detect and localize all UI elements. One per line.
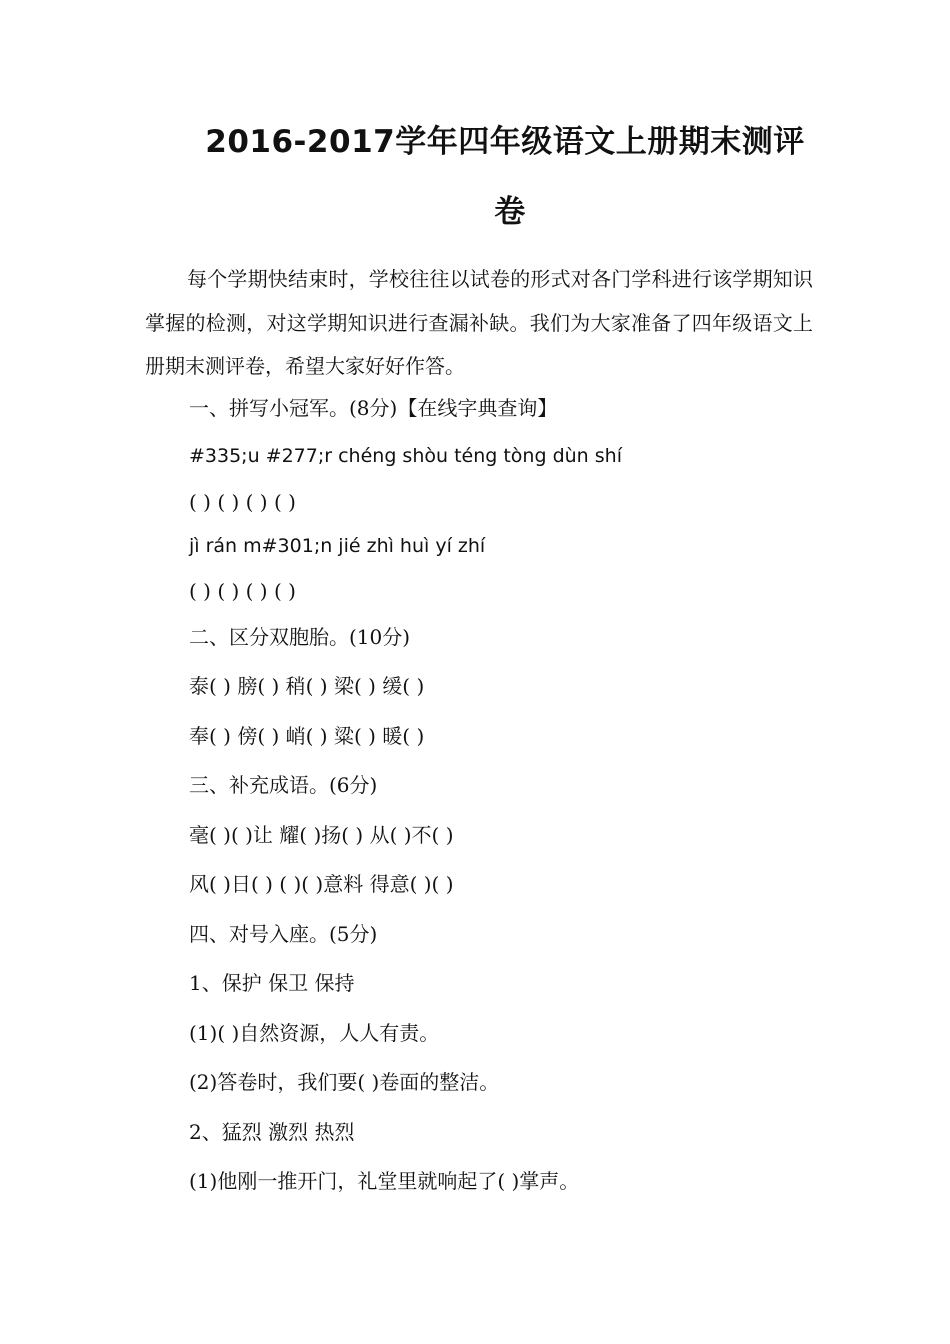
pinyin-row-1: #335;u #277;r chéng shòu téng tòng dùn shí: [189, 445, 622, 467]
document-title-line-1: 2016-2017学年四年级语文上册期末测评: [205, 124, 805, 160]
section-1-heading: 一、拼写小冠军。(8分)【在线字典查询】: [189, 396, 558, 420]
section-3-heading: 三、补充成语。(6分): [189, 773, 378, 797]
blank-row-1: ( ) ( ) ( ) ( ): [189, 490, 296, 514]
intro-paragraph: 每个学期快结束时，学校往往以试卷的形式对各门学科进行该学期知识掌握的检测，对这学期知识进行查漏补缺。我们为大家准备了四年级语文上册期末测评卷，希望大家好好作答。: [145, 267, 813, 378]
section-2-heading: 二、区分双胞胎。(10分): [189, 625, 411, 649]
question-1-2: (2)答卷时，我们要( )卷面的整洁。: [189, 1070, 500, 1094]
question-2-1: (1)他刚一推开门，礼堂里就响起了( )掌声。: [189, 1169, 580, 1193]
blank-row-2: ( ) ( ) ( ) ( ): [189, 579, 296, 603]
word-group-2: 2、猛烈 激烈 热烈: [189, 1120, 355, 1144]
word-group-1: 1、保护 保卫 保持: [189, 971, 355, 995]
document-title-line-2: 卷: [494, 194, 526, 230]
character-row-1: 泰( ) 膀( ) 稍( ) 梁( ) 缓( ): [189, 674, 425, 698]
pinyin-row-2: jì rán m#301;n jié zhì huì yí zhí: [189, 535, 486, 557]
section-4-heading: 四、对号入座。(5分): [189, 922, 378, 946]
question-1-1: (1)( )自然资源，人人有责。: [189, 1021, 440, 1045]
idiom-row-2: 风( )日( ) ( )( )意料 得意( )( ): [189, 872, 454, 896]
idiom-row-1: 毫( )( )让 耀( )扬( ) 从( )不( ): [189, 823, 454, 847]
character-row-2: 奉( ) 傍( ) 峭( ) 粱( ) 暖( ): [189, 724, 425, 748]
